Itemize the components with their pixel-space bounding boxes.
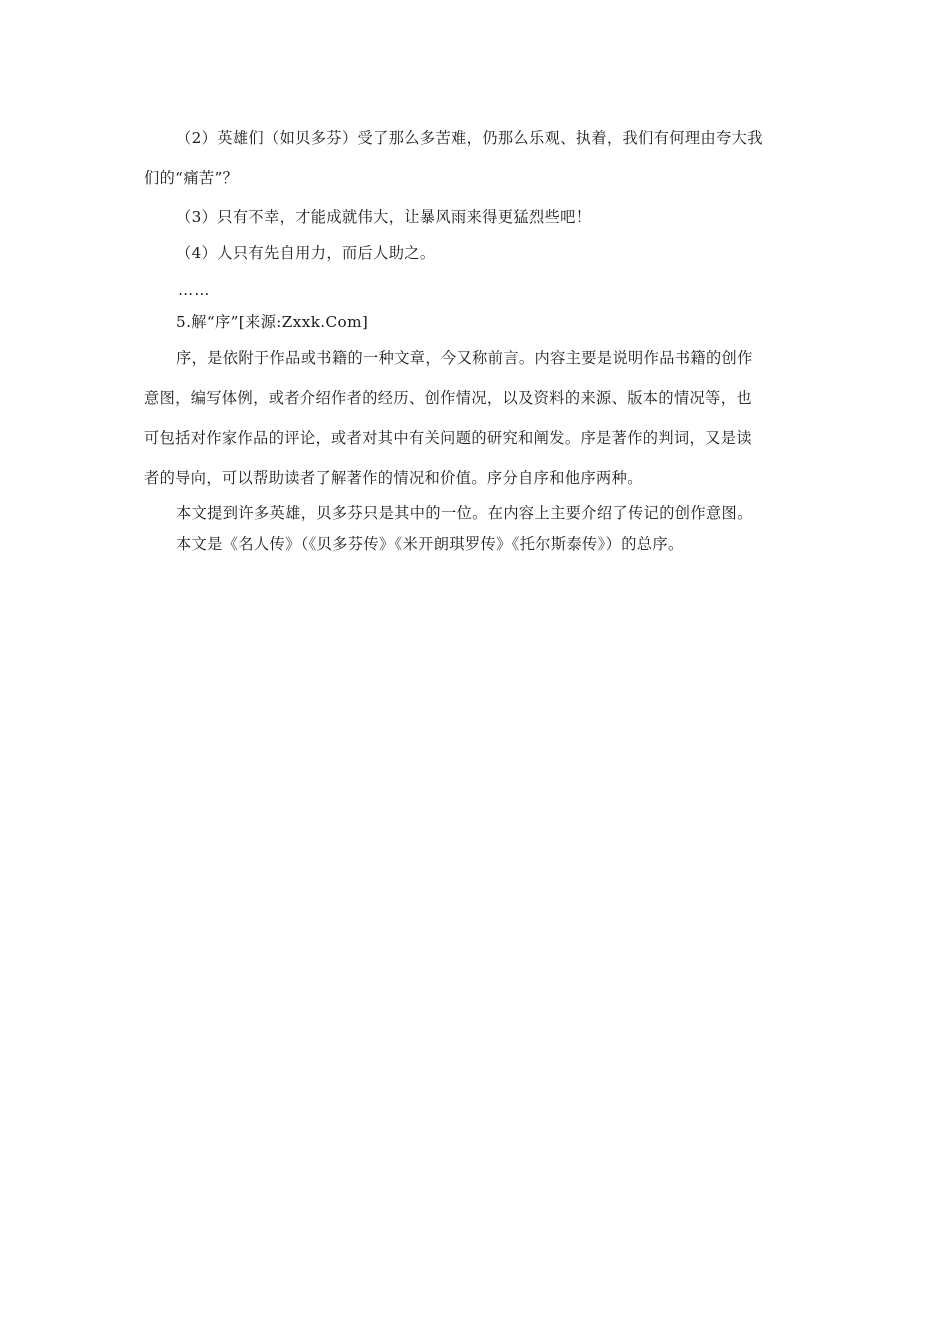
item-2-paragraph bbox=[144, 118, 808, 198]
item-4-paragraph: （4）人只有先自用力，而后人助之。 bbox=[176, 244, 436, 262]
document-body bbox=[144, 118, 808, 560]
section-heading: 5.解“序”[来源:Zxxk.Com] bbox=[176, 313, 369, 331]
item-3-paragraph: （3）只有不幸，才能成就伟大，让暴风雨来得更猛烈些吧！ bbox=[176, 208, 592, 226]
closing-paragraph-1: 本文提到许多英雄，贝多芬只是其中的一位。在内容上主要介绍了传记的创作意图。 bbox=[176, 504, 753, 522]
ellipsis: …… bbox=[178, 281, 211, 299]
preface-paragraph bbox=[144, 338, 808, 498]
preface-line-1: 序，是依附于作品或书籍的一种文章，今又称前言。内容主要是说明作品书籍的创作 bbox=[176, 349, 753, 367]
item-2-line-1: （2）英雄们（如贝多芬）受了那么多苦难，仍那么乐观、执着，我们有何理由夸大我 bbox=[176, 129, 763, 147]
item-2-line-2: 们的“痛苦”？ bbox=[144, 169, 239, 187]
closing-paragraph-2: 本文是《名人传》（《贝多芬传》《米开朗琪罗传》《托尔斯泰传》）的总序。 bbox=[176, 535, 684, 553]
preface-line-3: 可包括对作家作品的评论，或者对其中有关问题的研究和阐发。序是著作的判词，又是读 bbox=[144, 429, 752, 447]
preface-line-2: 意图，编写体例，或者介绍作者的经历、创作情况，以及资料的来源、版本的情况等，也 bbox=[144, 389, 752, 407]
preface-line-4: 者的导向，可以帮助读者了解著作的情况和价值。序分自序和他序两种。 bbox=[144, 469, 643, 487]
